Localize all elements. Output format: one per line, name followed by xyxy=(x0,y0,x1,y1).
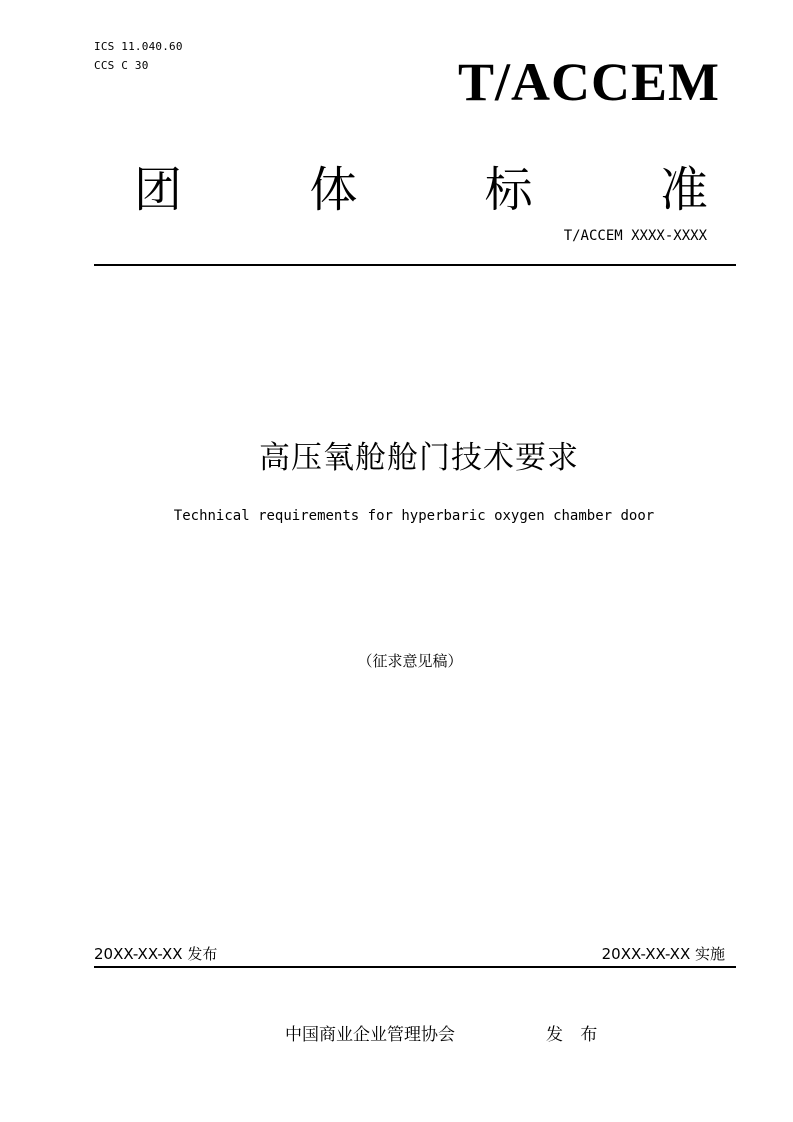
publisher-name: 中国商业企业管理协会 xyxy=(285,1025,455,1045)
issue-date: 20XX-XX-XX 发布 xyxy=(94,945,218,963)
document-type-heading xyxy=(94,158,734,222)
draft-status: （征求意见稿） xyxy=(357,652,463,670)
doc-type-char: 体 xyxy=(309,162,358,218)
doc-type-char: 标 xyxy=(484,162,533,218)
implementation-date: 20XX-XX-XX 实施 xyxy=(601,945,725,963)
top-divider xyxy=(94,264,736,266)
ics-code: ICS 11.040.60 xyxy=(94,40,183,53)
doc-type-char: 团 xyxy=(133,162,182,218)
document-title-chinese: 高压氧舱舱门技术要求 xyxy=(259,440,579,476)
document-title-english: Technical requirements for hyperbaric oxygen chamber door xyxy=(173,508,655,524)
ccs-code: CCS C 30 xyxy=(94,59,149,72)
standard-number: T/ACCEM XXXX-XXXX xyxy=(563,228,707,244)
standard-brand-logo: T/ACCEM xyxy=(458,52,720,112)
publish-label: 发 布 xyxy=(546,1025,604,1045)
doc-type-char: 准 xyxy=(659,162,708,218)
bottom-divider xyxy=(94,966,736,968)
